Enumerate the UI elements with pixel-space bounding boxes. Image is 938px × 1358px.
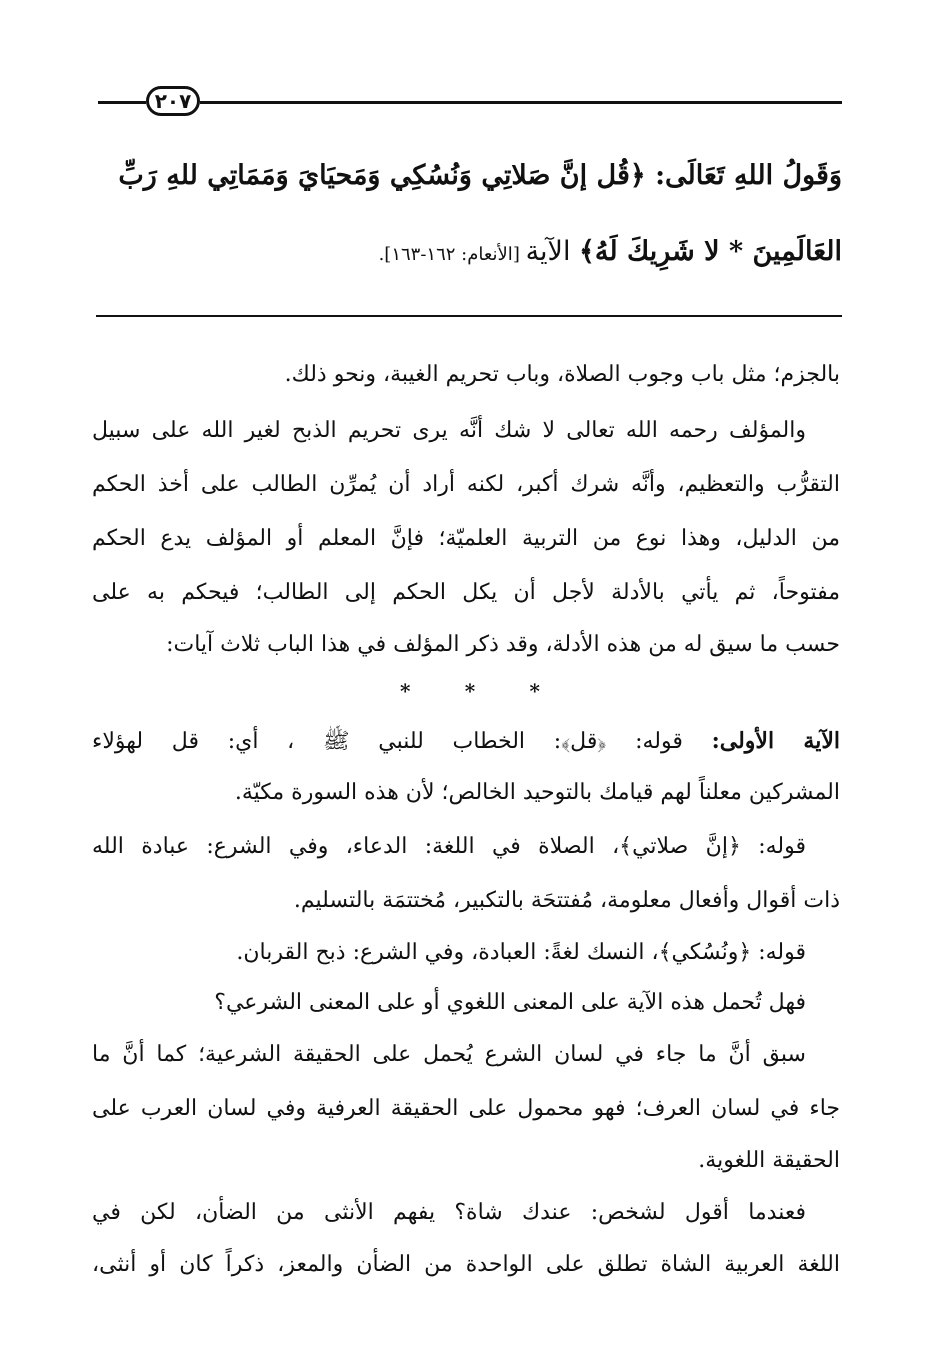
separator-star: * <box>464 679 476 703</box>
verse-line-2-tail: الآية <box>525 236 580 267</box>
section-line: اللغة العربية الشاة تطلق على الواحدة من الضأن والمعز، ذكراً كان أو أنثى، <box>92 1252 840 1277</box>
section-separator <box>400 679 540 703</box>
section-line: فعندما أقول لشخص: عندك شاة؟ يفهم الأنثى من الضأن، لكن في <box>92 1200 806 1225</box>
section-line: المشركين معلناً لهم قيامك بالتوحيد الخالص؛ لأن هذه السورة مكيّة. <box>234 780 840 805</box>
section-line: فهل تُحمل هذه الآية على المعنى اللغوي أو على المعنى الشرعي؟ <box>214 990 806 1015</box>
verse-reference: [الأنعام: ١٦٢-١٦٣]. <box>378 244 526 265</box>
paragraph-line: من الدليل، وهذا نوع من التربية العلميّة؛ فإنَّ المعلم أو المؤلف يدع الحكم <box>92 526 840 551</box>
paragraph-line: والمؤلف رحمه الله تعالى لا شك أنَّه يرى تحريم الذبح لغير الله على سبيل <box>92 418 806 443</box>
section-heading: الآية الأولى: <box>711 728 841 754</box>
paragraph-line: بالجزم؛ مثل باب وجوب الصلاة، وباب تحريم الغيبة، ونحو ذلك. <box>284 362 840 387</box>
verse-divider <box>96 315 842 317</box>
verse-line-1: وَقَولُ اللهِ تَعَالَى: ﴿قُل إنَّ صَلاتِي وَنُسُكِي وَمَحيَايَ وَمَمَاتِي للهِ رَبِّ <box>118 160 842 191</box>
section-line: ذات أقوال وأفعال معلومة، مُفتتحَة بالتكبير، مُختتمَة بالتسليم. <box>293 888 840 913</box>
paragraph-line: مفتوحاً، ثم يأتي بالأدلة لأجل أن يكل الحكم إلى الطالب؛ فيحكم به على <box>92 580 840 605</box>
verse-line-2 <box>96 236 842 267</box>
separator-star: * <box>529 679 540 703</box>
section-line: قوله: ﴿إنَّ صلاتي﴾، الصلاة في اللغة: الدعاء، وفي الشرع: عبادة الله <box>92 834 806 859</box>
section-line: سبق أنَّ ما جاء في لسان الشرع يُحمل على الحقيقة الشرعية؛ كما أنَّ ما <box>92 1042 806 1067</box>
section-line: الحقيقة اللغوية. <box>698 1148 840 1173</box>
section-line <box>92 723 840 763</box>
header-rule-right <box>200 101 842 104</box>
section-line: جاء في لسان العرف؛ فهو محمول على الحقيقة العرفية وفي لسان العرب على <box>92 1096 840 1121</box>
section-line: قوله: ﴿ونُسُكي﴾، النسك لغةً: العبادة، وفي الشرع: ذبح القربان. <box>236 940 806 965</box>
paragraph-line: التقرُّب والتعظيم، وأنَّه شرك أكبر، لكنه أراد أن يُمرِّن الطالب على أخذ الحكم <box>92 472 840 497</box>
page-number: ٢٠٧ <box>146 86 200 116</box>
paragraph-line: حسب ما سيق له من هذه الأدلة، وقد ذكر المؤلف في هذا الباب ثلاث آيات: <box>166 632 840 657</box>
separator-star: * <box>400 679 411 703</box>
header-rule-left <box>98 101 146 104</box>
verse-line-2-text: العَالَمِينَ * لا شَرِيكَ لَهُ﴾ <box>579 236 842 267</box>
section-line-text: قوله: ﴿قل﴾: الخطاب للنبي ﷺ ، أي: قل لهؤلاء <box>92 729 712 754</box>
